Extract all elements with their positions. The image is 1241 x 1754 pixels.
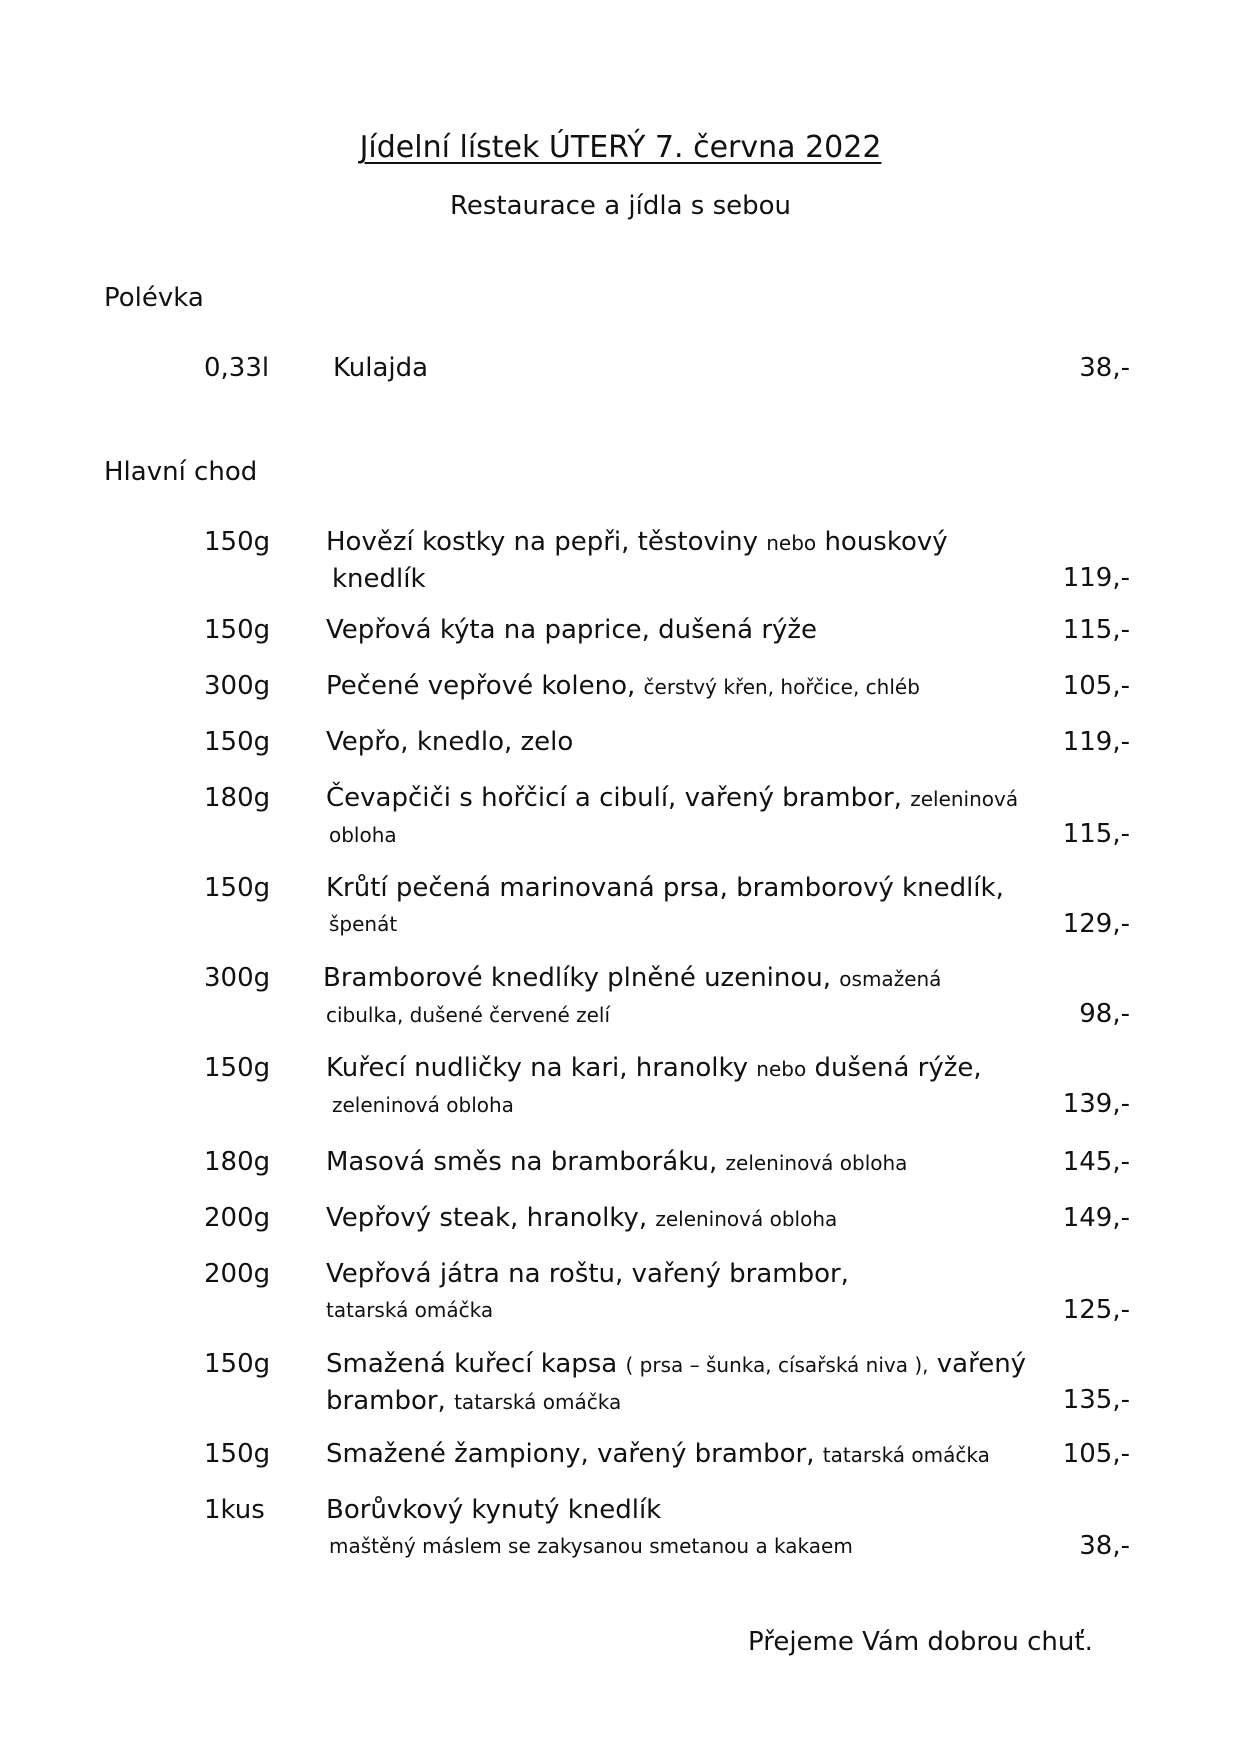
item-name: Hovězí kostky na pepři, těstoviny (326, 527, 758, 557)
item-price: 135,- (1062, 1385, 1130, 1415)
item-price: 98,- (1079, 999, 1130, 1029)
item-description (326, 780, 1046, 853)
item-description (326, 1050, 1046, 1123)
item-note-line2: zeleninová obloha (332, 1093, 514, 1117)
item-note: nebo (766, 531, 817, 555)
item-price: 115,- (1062, 615, 1130, 645)
item-price: 105,- (1062, 671, 1130, 701)
item-name: Vepřová kýta na paprice, dušená rýže (326, 615, 818, 645)
menu-title: Jídelní lístek ÚTERÝ 7. června 2022 (359, 130, 882, 165)
item-quantity: 300g (204, 671, 271, 701)
item-note-line2: špenát (329, 912, 398, 936)
item-note: osmažená (839, 967, 942, 991)
item-note: zeleninová (910, 787, 1019, 811)
item-quantity: 150g (204, 1053, 271, 1083)
item-description (326, 612, 1046, 648)
item-quantity: 200g (204, 1259, 271, 1289)
item-name: Vepřo, knedlo, zelo (326, 727, 574, 757)
item-price: 105,- (1062, 1439, 1130, 1469)
item-price: 125,- (1062, 1295, 1130, 1325)
item-description (326, 1436, 1046, 1473)
item-description (326, 1256, 1046, 1328)
item-name-line2: brambor, (326, 1386, 446, 1416)
menu-subtitle: Restaurace a jídla s sebou (449, 191, 792, 221)
closing-message: Přejeme Vám dobrou chuť. (748, 1627, 1093, 1657)
item-note-line2: tatarská omáčka (326, 1298, 494, 1322)
item-name: Smažená kuřecí kapsa (326, 1349, 618, 1379)
item-price: 119,- (1062, 727, 1130, 757)
item-note: tatarská omáčka (822, 1443, 990, 1467)
item-price: 129,- (1062, 909, 1130, 939)
item-note-line2: obloha (329, 823, 397, 847)
item-quantity: 180g (204, 783, 271, 813)
item-note: čerstvý křen, hořčice, chléb (643, 675, 920, 699)
item-note: zeleninová obloha (725, 1151, 908, 1175)
item-note: nebo (756, 1057, 807, 1081)
item-note: ( prsa – šunka, císařská niva ), (625, 1353, 929, 1377)
item-name: Vepřový steak, hranolky, (326, 1203, 648, 1233)
item-quantity: 150g (204, 527, 271, 557)
item-description (326, 1200, 1046, 1237)
item-price: 38,- (1079, 1531, 1130, 1561)
item-quantity: 1kus (204, 1495, 265, 1525)
item-note: zeleninová obloha (655, 1207, 838, 1231)
item-quantity: 150g (204, 873, 271, 903)
item-description (326, 1492, 1046, 1564)
item-name: Smažené žampiony, vařený brambor, (326, 1439, 815, 1469)
item-quantity: 180g (204, 1147, 271, 1177)
item-name: Bramborové knedlíky plněné uzeninou, (323, 963, 832, 993)
item-name-cont: dušená rýže, (814, 1053, 982, 1083)
item-description (326, 1144, 1046, 1181)
item-note-line2: cibulka, dušené červené zelí (326, 1003, 611, 1027)
item-name: Pečené vepřové koleno, (326, 671, 636, 701)
item-quantity: 150g (204, 615, 271, 645)
item-name: Masová směs na bramboráku, (326, 1147, 718, 1177)
item-quantity: 0,33l (204, 353, 270, 383)
item-quantity: 150g (204, 1349, 271, 1379)
item-description (326, 870, 1046, 942)
item-name: Kulajda (333, 353, 429, 383)
item-price: 119,- (1062, 563, 1130, 593)
item-name: Kuřecí nudličky na kari, hranolky (326, 1053, 748, 1083)
item-quantity: 150g (204, 727, 271, 757)
section-heading-main: Hlavní chod (104, 457, 258, 487)
item-name: Čevapčiči s hořčicí a cibulí, vařený brambor, (326, 783, 902, 813)
item-price: 115,- (1062, 819, 1130, 849)
section-heading-soup: Polévka (104, 283, 204, 313)
item-description (326, 1346, 1046, 1420)
item-name-line2: knedlík (332, 564, 426, 594)
item-quantity: 200g (204, 1203, 271, 1233)
item-name: Borůvkový kynutý knedlík (326, 1495, 662, 1525)
item-name: Vepřová játra na roštu, vařený brambor, (326, 1259, 849, 1289)
item-name: Krůtí pečená marinovaná prsa, bramborový knedlík, (326, 873, 1004, 903)
item-name-cont: houskový (824, 527, 948, 557)
item-note-line2: tatarská omáčka (454, 1390, 622, 1414)
item-quantity: 300g (204, 963, 271, 993)
item-price: 38,- (1079, 353, 1130, 383)
item-description (326, 524, 1046, 597)
item-name-cont: vařený (936, 1349, 1027, 1379)
item-price: 145,- (1062, 1147, 1130, 1177)
item-price: 139,- (1062, 1089, 1130, 1119)
item-price: 149,- (1062, 1203, 1130, 1233)
item-description (323, 960, 1043, 1033)
item-quantity: 150g (204, 1439, 271, 1469)
item-description (326, 668, 1046, 705)
item-note-line2: maštěný máslem se zakysanou smetanou a kakaem (329, 1534, 853, 1558)
item-description (326, 724, 1046, 760)
